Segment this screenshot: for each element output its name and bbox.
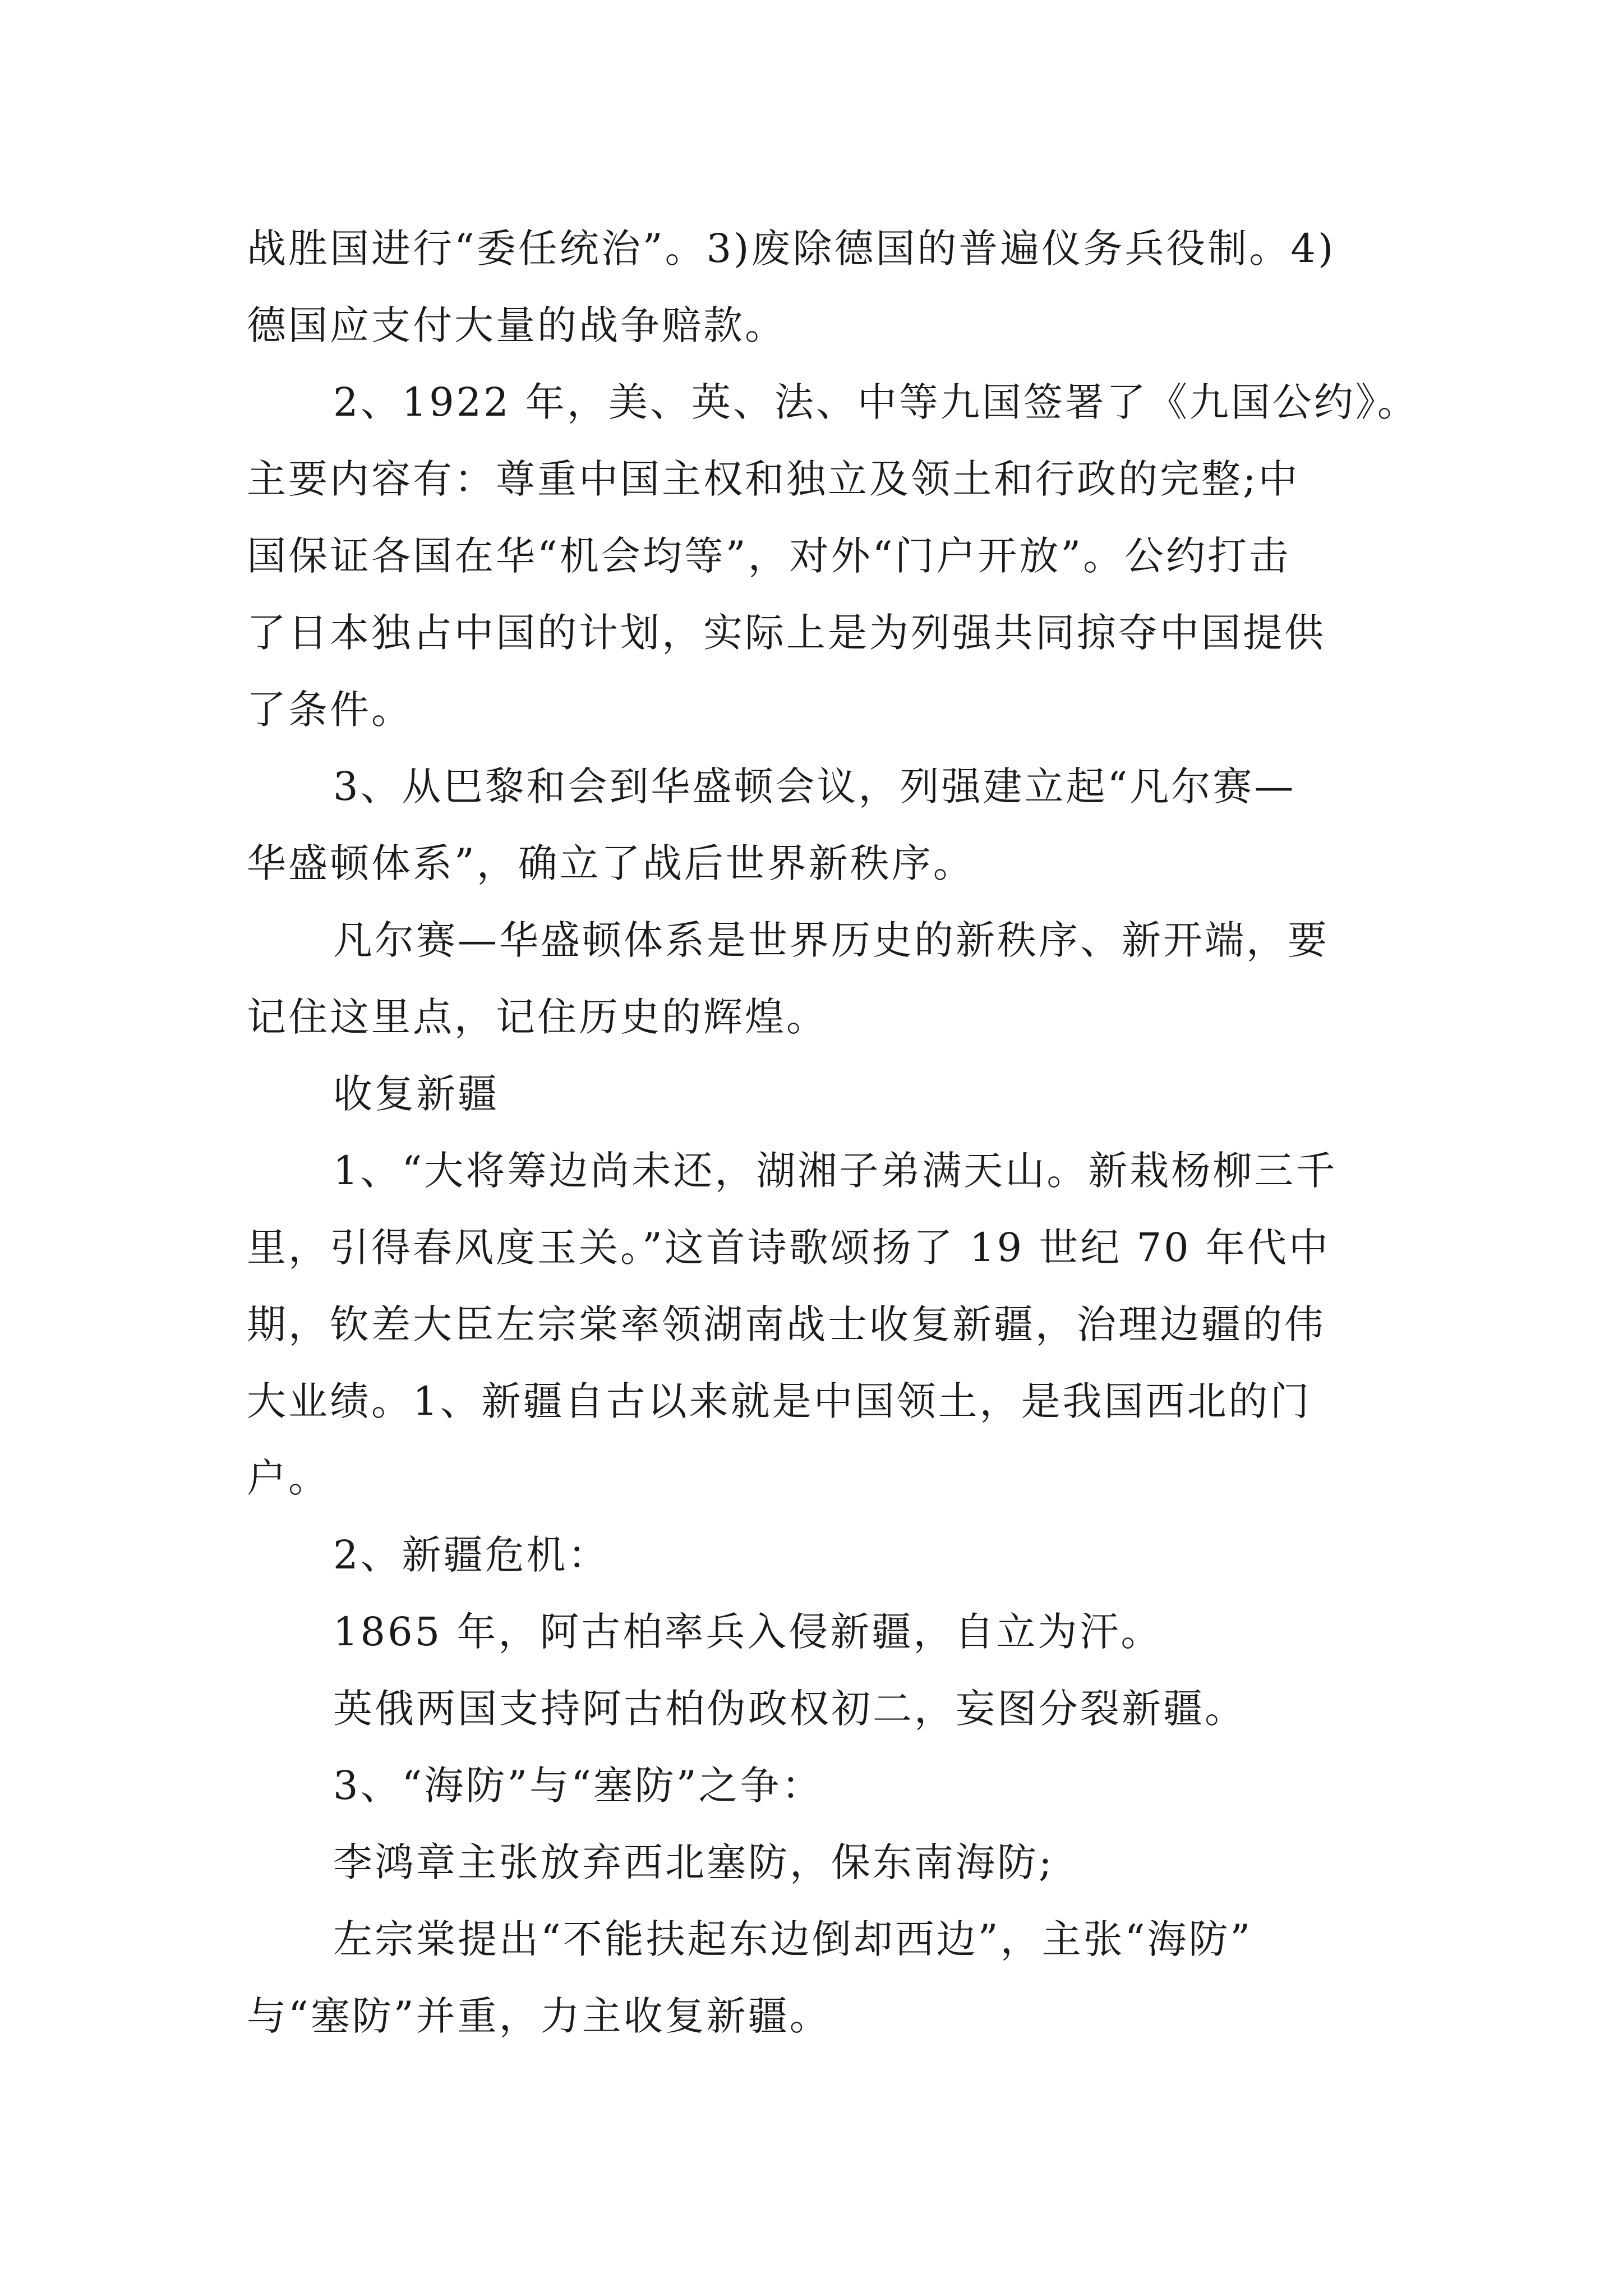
document-body <box>247 210 1424 2055</box>
text-line: 主要内容有：尊重中国主权和独立及领土和行政的完整;中 <box>247 456 1300 502</box>
text-line: 大业绩。1、新疆自古以来就是中国领土，是我国西北的门 <box>247 1378 1312 1424</box>
text-line: 3、“海防”与“塞防”之争： <box>333 1763 823 1809</box>
text-line: 德国应支付大量的战争赔款。 <box>247 302 786 348</box>
text-line: 2、1922 年，美、英、法、中等九国签署了《九国公约》。 <box>333 379 1419 425</box>
text-line: 3、从巴黎和会到华盛顿会议，列强建立起“凡尔赛— <box>333 763 1296 809</box>
text-line: 户。 <box>247 1455 330 1501</box>
text-line: 2、新疆危机： <box>333 1532 610 1578</box>
text-line: 李鸿章主张放弃西北塞防，保东南海防; <box>333 1839 1054 1885</box>
text-line: 里，引得春风度玉关。”这首诗歌颂扬了 19 世纪 70 年代中 <box>247 1225 1330 1271</box>
section-heading: 收复新疆 <box>333 1071 499 1117</box>
text-line: 了日本独占中国的计划，实际上是为列强共同掠夺中国提供 <box>247 610 1326 656</box>
text-line: 1、“大将筹边尚未还，湖湘子弟满天山。新栽杨柳三千 <box>333 1148 1338 1194</box>
text-line: 与“塞防”并重，力主收复新疆。 <box>247 1993 831 2039</box>
text-line: 国保证各国在华“机会均等”，对外“门户开放”。公约打击 <box>247 533 1291 579</box>
text-line: 凡尔赛—华盛顿体系是世界历史的新秩序、新开端，要 <box>333 917 1329 963</box>
text-line: 了条件。 <box>247 687 413 733</box>
text-line: 记住这里点，记住历史的辉煌。 <box>247 994 828 1040</box>
text-line: 期，钦差大臣左宗棠率领湖南战士收复新疆，治理边疆的伟 <box>247 1301 1326 1347</box>
text-line: 华盛顿体系”，确立了战后世界新秩序。 <box>247 840 975 886</box>
text-line: 英俄两国支持阿古柏伪政权初二，妄图分裂新疆。 <box>333 1686 1246 1732</box>
text-line: 1865 年，阿古柏率兵入侵新疆，自立为汗。 <box>333 1609 1163 1655</box>
text-line: 左宗棠提出“不能扶起东边倒却西边”，主张“海防” <box>333 1916 1253 1962</box>
text-line: 战胜国进行“委任统治”。3)废除德国的普遍仪务兵役制。4) <box>247 226 1336 272</box>
